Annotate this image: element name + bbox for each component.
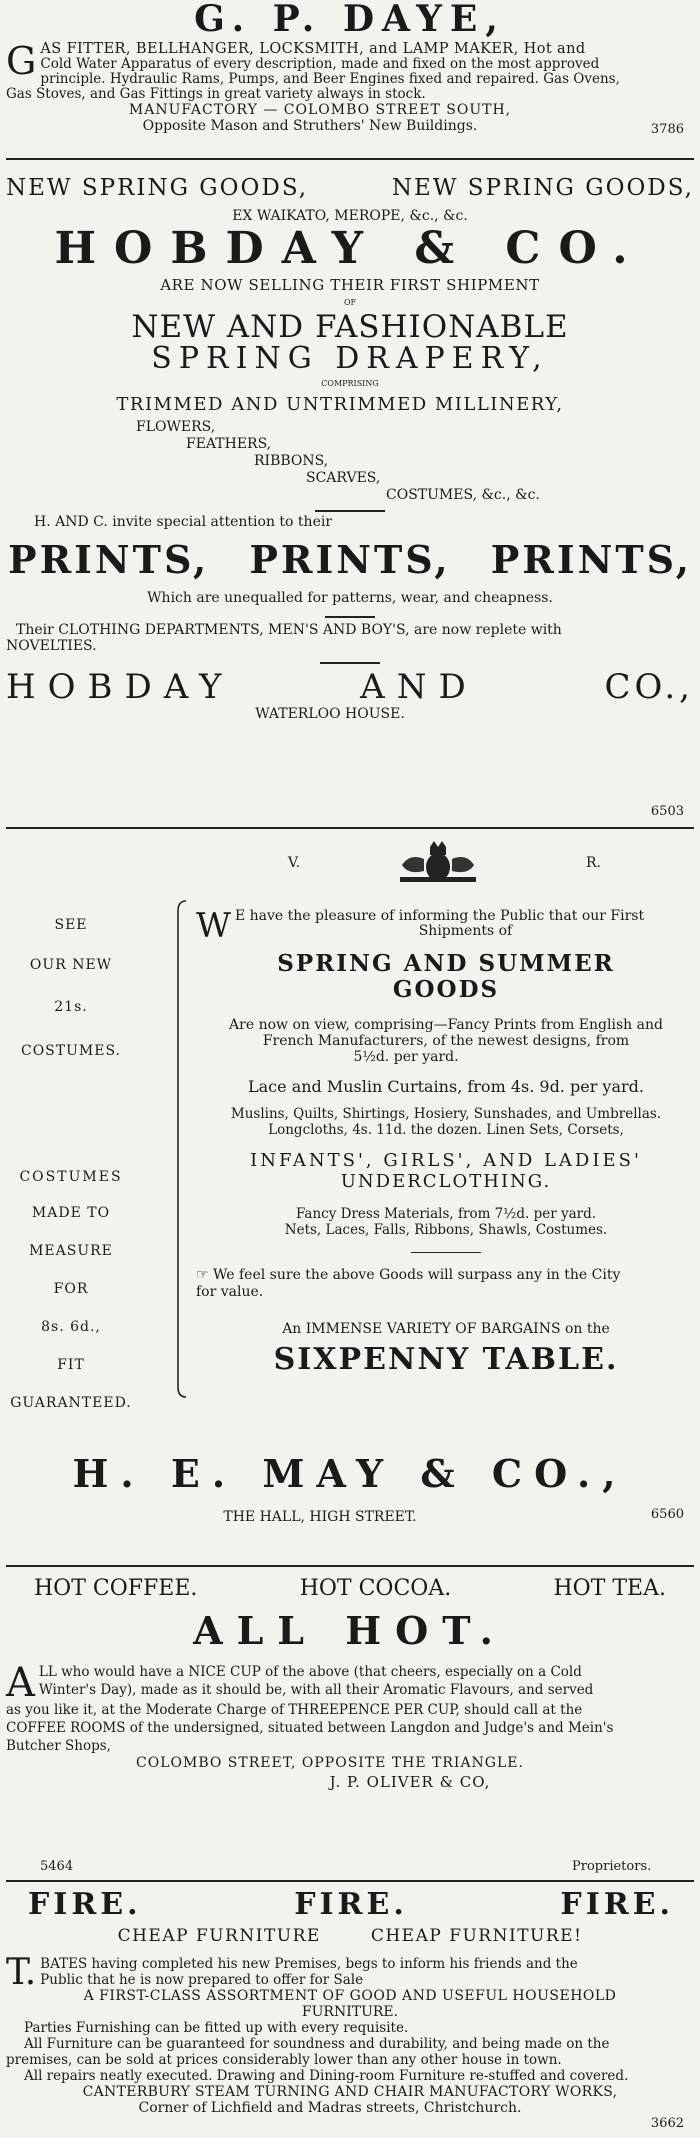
oliver-text: LL who would have a NICE CUP of the above (that cheers, especially on a Cold <box>38 1664 582 1680</box>
cascade-item: SCARVES, <box>306 470 381 486</box>
may-intro: E have the pleasure of informing the Public that our First <box>234 908 645 924</box>
bates-works: CANTERBURY STEAM TURNING AND CHAIR MANUFACTORY WORKS, <box>82 2084 618 2100</box>
daye-text-line: principle. Hydraulic Rams, Pumps, and Beer Engines fixed and repaired. Gas Ovens, <box>40 71 620 87</box>
bates-advertisement <box>6 1888 694 2138</box>
hobday-invite: H. AND C. invite special attention to their <box>34 514 333 530</box>
daye-text-line: Gas Stoves, and Gas Fittings in great variety always in stock. <box>6 86 426 102</box>
sidebar-line: MADE TO <box>31 1205 111 1221</box>
divider <box>325 616 375 618</box>
hobday-waterloo: WATERLOO HOUSE. <box>255 706 405 722</box>
bates-cheap: CHEAP FURNITURE <box>117 1926 321 1946</box>
oliver-drink: HOT COCOA. <box>299 1576 452 1601</box>
cascade-item: RIBBONS, <box>254 453 329 469</box>
may-r: R. <box>586 855 601 871</box>
oliver-advertisement <box>6 1577 694 1880</box>
hobday-cascade <box>6 419 694 504</box>
divider <box>315 510 385 512</box>
oliver-text: Winter's Day), made as it should be, with all their Aromatic Flavours, and served <box>38 1682 594 1698</box>
may-infants-2: UNDERCLOTHING. <box>340 1171 552 1192</box>
hobday-advertisement <box>6 176 694 827</box>
oliver-text: COFFEE ROOMS of the undersigned, situated between Langdon and Judge's and Mein's <box>6 1720 614 1736</box>
sidebar-line: MEASURE <box>29 1243 113 1259</box>
may-muslins: Longcloths, 4s. 11d. the dozen. Linen Sets, Corsets, <box>268 1122 624 1138</box>
may-main <box>196 906 696 1377</box>
bates-text: FURNITURE. <box>301 2004 399 2020</box>
hobday-spring-left: NEW SPRING GOODS, <box>6 175 309 201</box>
may-now: 5½d. per yard. <box>353 1049 459 1065</box>
may-headline-2: GOODS <box>392 976 500 1003</box>
may-sidebar <box>6 917 136 1433</box>
divider <box>6 1565 694 1567</box>
may-now: Are now on view, comprising—Fancy Prints from English and <box>229 1017 663 1033</box>
may-now: French Manufacturers, of the newest designs, from <box>262 1033 630 1049</box>
daye-text-line: AS FITTER, BELLHANGER, LOCKSMITH, and LAMP MAKER, Hot and <box>40 41 586 57</box>
cascade-item: FEATHERS, <box>186 436 272 452</box>
hobday-comprising: COMPRISING <box>321 379 379 388</box>
oliver-text: as you like it, at the Moderate Charge of THREEPENCE PER CUP, should call at the <box>6 1702 583 1718</box>
oliver-name: J. P. OLIVER & CO, <box>329 1773 491 1791</box>
bates-fire: FIRE. <box>28 1887 142 1922</box>
daye-manufactory: MANUFACTORY — COLOMBO STREET SOUTH, <box>128 102 512 118</box>
bates-text: premises, can be sold at prices considerably lower than any other house in town. <box>6 2052 562 2068</box>
bates-cheap: CHEAP FURNITURE! <box>370 1926 583 1946</box>
hobday-prints: PRINTS, <box>490 537 692 582</box>
hobday-millinery: TRIMMED AND UNTRIMMED MILLINERY, <box>116 394 564 415</box>
divider <box>411 1252 481 1253</box>
oliver-drink: HOT COFFEE. <box>34 1576 198 1601</box>
sidebar-line: 21s. <box>54 999 88 1015</box>
hobday-headline-2: SPRING DRAPERY, <box>151 341 549 376</box>
sidebar-line: COSTUMES. <box>20 1043 121 1059</box>
may-immense: An IMMENSE VARIETY OF BARGAINS on the <box>282 1321 610 1337</box>
bates-corner: Corner of Lichfield and Madras streets, Christchurch. <box>138 2100 522 2116</box>
hobday-number: 6503 <box>650 804 684 819</box>
may-intro: Shipments of <box>418 923 513 939</box>
hobday-footer: CO., <box>604 667 694 707</box>
daye-name: G. P. DAYE, <box>194 0 506 40</box>
bates-text: All Furniture can be guaranteed for soundness and durability, and being made on the <box>24 2036 610 2052</box>
bates-fire: FIRE. <box>294 1887 408 1922</box>
cascade-item: FLOWERS, <box>136 419 216 435</box>
sidebar-line: SEE <box>54 917 88 933</box>
may-fancy: Fancy Dress Materials, from 7½d. per yard. <box>295 1206 597 1222</box>
may-hall: THE HALL, HIGH STREET. <box>223 1509 417 1525</box>
sidebar-line: GUARANTEED. <box>10 1395 132 1411</box>
hobday-spring-right: NEW SPRING GOODS, <box>391 175 694 201</box>
hobday-footer: AND <box>360 667 478 707</box>
sidebar-line: FIT <box>57 1357 85 1373</box>
cascade-item: COSTUMES, &c., &c. <box>386 487 540 503</box>
may-name: H. E. MAY & CO., <box>72 1451 628 1496</box>
oliver-allhot: ALL HOT. <box>193 1608 507 1653</box>
daye-number: 3786 <box>650 122 684 137</box>
may-headline-1: SPRING AND SUMMER <box>277 950 615 977</box>
sidebar-line: FOR <box>53 1281 89 1297</box>
bates-dropcap: T. <box>6 1952 37 1993</box>
may-dropcap: W <box>196 906 231 946</box>
daye-advertisement <box>6 0 694 158</box>
sidebar-line: 8s. 6d., <box>41 1319 101 1335</box>
daye-text-line: Cold Water Apparatus of every description, made and fixed on the most approved <box>40 56 600 72</box>
may-sixpenny: SIXPENNY TABLE. <box>273 1342 619 1377</box>
oliver-proprietors: Proprietors. <box>572 1859 652 1874</box>
divider <box>6 158 694 160</box>
hobday-unequalled: Which are unequalled for patterns, wear, and cheapness. <box>147 590 553 606</box>
bates-number: 3662 <box>650 2116 684 2131</box>
hobday-prints: PRINTS, <box>8 537 210 582</box>
sidebar-line: OUR NEW <box>29 957 113 973</box>
may-fancy: Nets, Laces, Falls, Ribbons, Shawls, Costumes. <box>284 1222 608 1238</box>
may-v: V. <box>288 855 301 871</box>
bates-fire: FIRE. <box>560 1887 674 1922</box>
may-lace: Lace and Muslin Curtains, from 4s. 9d. per yard. <box>248 1077 644 1096</box>
hobday-headline-1: NEW AND FASHIONABLE <box>131 309 569 345</box>
hobday-footer: HOBDAY <box>6 667 234 707</box>
bates-text: A FIRST-CLASS ASSORTMENT OF GOOD AND USEFUL HOUSEHOLD <box>83 1988 617 2004</box>
divider <box>6 1880 694 1882</box>
may-number: 6560 <box>650 1507 684 1522</box>
hobday-novelties: NOVELTIES. <box>6 638 97 654</box>
oliver-drink: HOT TEA. <box>553 1576 666 1601</box>
bates-text: Public that he is now prepared to offer for Sale <box>40 1972 364 1988</box>
royal-crest-icon <box>388 837 488 885</box>
hobday-ex: EX WAIKATO, MEROPE, &c., &c. <box>232 208 468 224</box>
hobday-name: HOBDAY & CO. <box>54 223 646 274</box>
brace-icon <box>174 899 188 1399</box>
oliver-text: Butcher Shops, <box>6 1738 111 1754</box>
may-muslins: Muslins, Quilts, Shirtings, Hosiery, Sunshades, and Umbrellas. <box>230 1106 662 1122</box>
hobday-selling: ARE NOW SELLING THEIR FIRST SHIPMENT <box>160 276 540 294</box>
hobday-prints: PRINTS, <box>249 537 451 582</box>
divider <box>320 662 380 664</box>
bates-text: BATES having completed his new Premises, begs to inform his friends and the <box>40 1956 578 1972</box>
may-infants-1: INFANTS', GIRLS', AND LADIES' <box>250 1150 642 1171</box>
bates-text: All repairs neatly executed. Drawing and Dining-room Furniture re-stuffed and covered. <box>24 2068 629 2084</box>
daye-opposite: Opposite Mason and Struthers' New Buildings. <box>142 118 478 134</box>
may-sure: for value. <box>196 1284 264 1300</box>
daye-dropcap: G <box>6 39 37 83</box>
pointing-hand-icon: ☞ <box>196 1267 209 1283</box>
hobday-of: OF <box>343 298 357 307</box>
oliver-number: 5464 <box>40 1859 74 1874</box>
oliver-dropcap: A <box>6 1660 35 1706</box>
may-advertisement <box>6 829 694 1565</box>
bates-text: Parties Furnishing can be fitted up with every requisite. <box>24 2020 409 2036</box>
hobday-clothing: Their CLOTHING DEPARTMENTS, MEN'S AND BOY'S, are now replete with <box>16 622 562 638</box>
may-sure: We feel sure the above Goods will surpass any in the City <box>213 1267 621 1283</box>
oliver-colombo: COLOMBO STREET, OPPOSITE THE TRIANGLE. <box>136 1755 524 1771</box>
sidebar-line: COSTUMES <box>19 1169 123 1185</box>
